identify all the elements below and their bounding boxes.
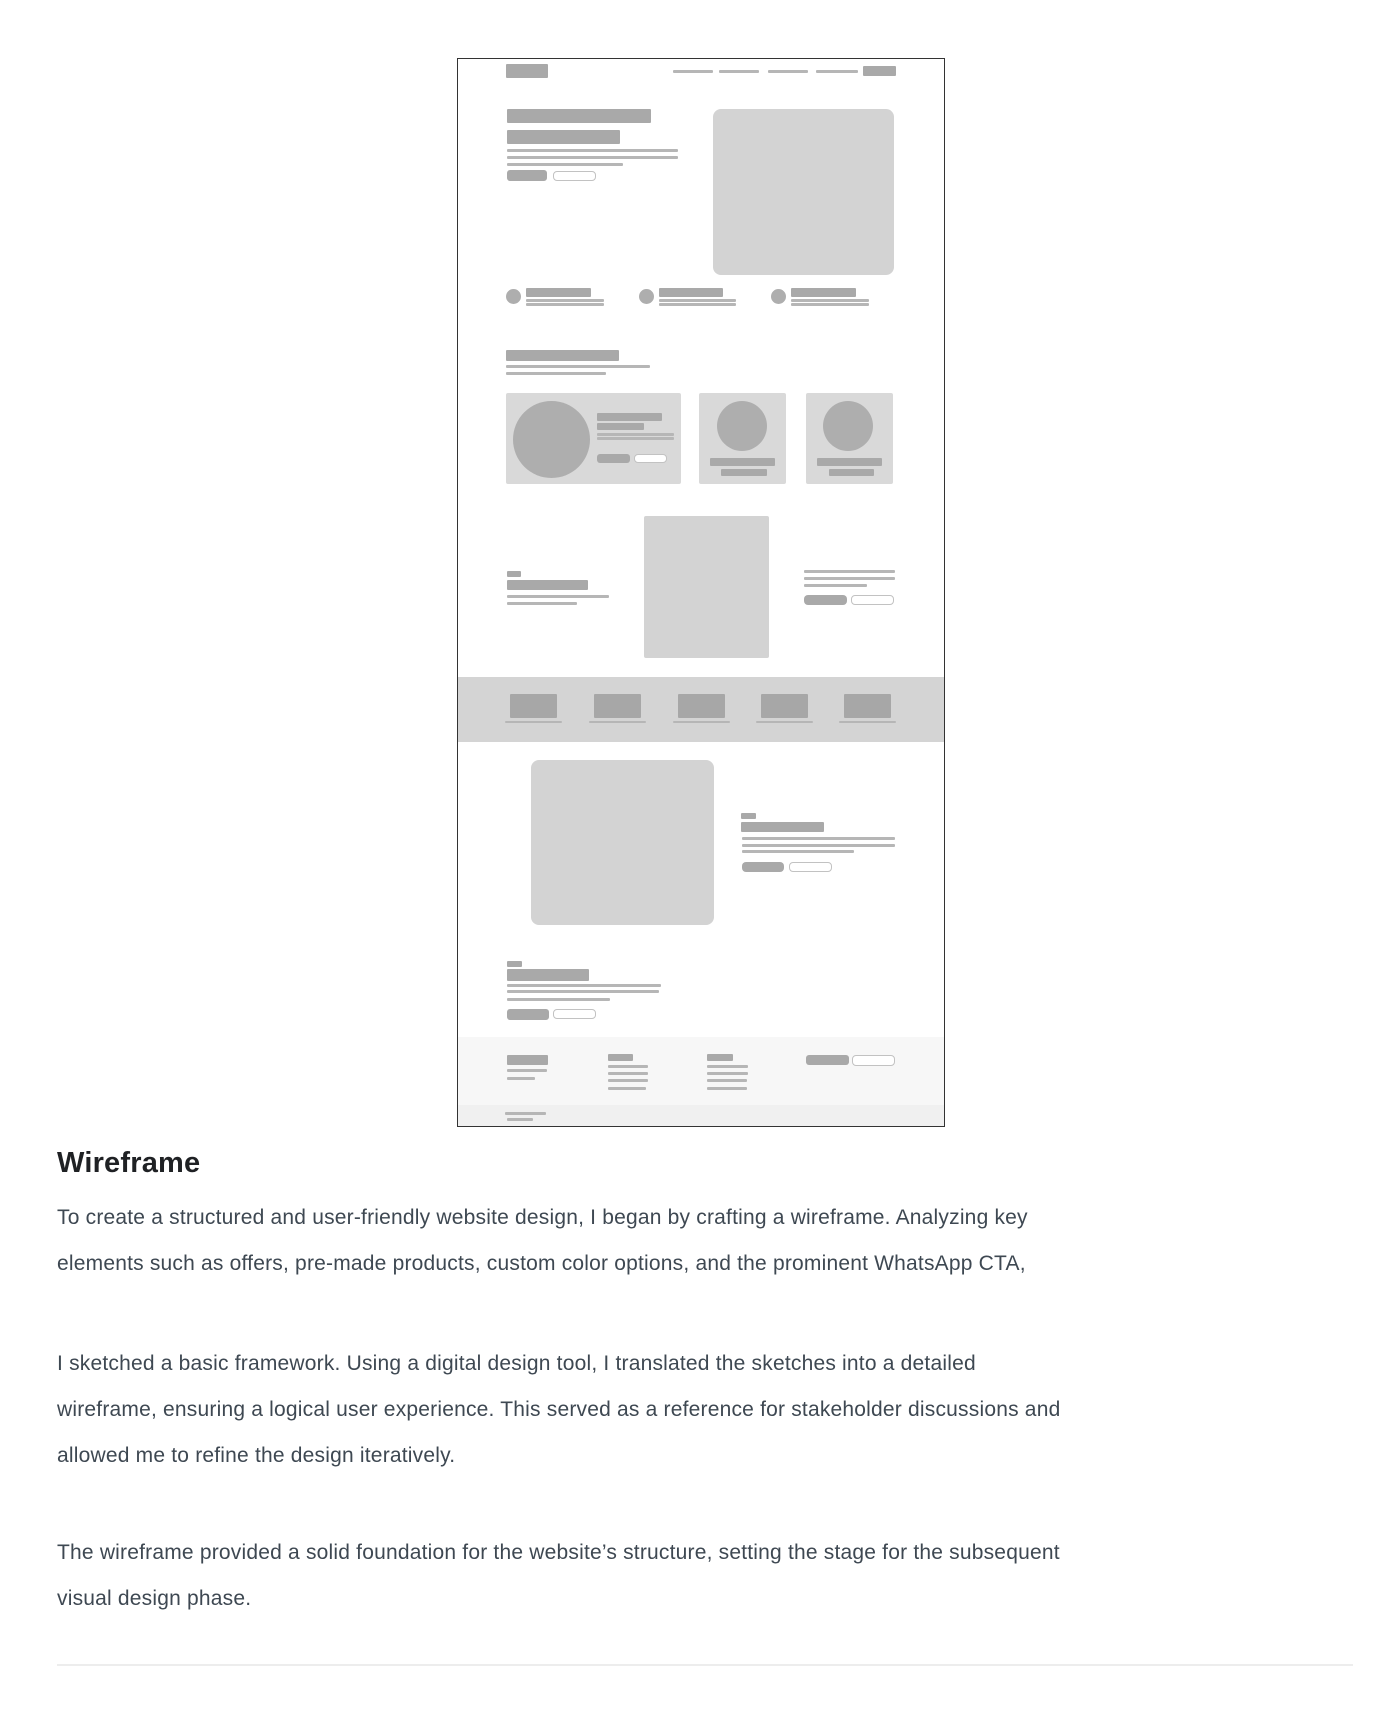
wf-product-card-small-2 bbox=[806, 393, 893, 484]
wf-card-image-circle bbox=[717, 401, 767, 451]
wf-copyright-line bbox=[505, 1112, 546, 1115]
wf-footer-link-line bbox=[608, 1065, 648, 1068]
paragraph-1 bbox=[57, 1195, 1367, 1287]
wf-feature2-text-line-1 bbox=[742, 837, 895, 840]
wf-feature-primary-button bbox=[804, 595, 847, 605]
paragraph-line: allowed me to refine the design iteratively. bbox=[57, 1444, 456, 1467]
wf-bullet-title-bar-1 bbox=[526, 288, 591, 297]
wf-card-image-circle bbox=[823, 401, 873, 451]
wf-card-title-bar bbox=[817, 458, 882, 466]
wf-feature2-secondary-button bbox=[789, 862, 832, 872]
wf-product-card-large bbox=[506, 393, 681, 484]
wf-logo-caption-line bbox=[505, 721, 562, 723]
wf-cta-text-line-1 bbox=[507, 984, 661, 987]
wf-copyright-line bbox=[507, 1118, 533, 1121]
section-title: Wireframe bbox=[57, 1147, 201, 1179]
wf-footer-text-line bbox=[507, 1069, 547, 1072]
paragraph-line: I sketched a basic framework. Using a digital design tool, I translated the sketches into a detailed bbox=[57, 1352, 976, 1375]
wf-logo-caption-line bbox=[756, 721, 813, 723]
wf-feature-image-placeholder bbox=[644, 516, 769, 658]
wf-logo-placeholder bbox=[506, 64, 548, 78]
wf-footer-link-line bbox=[707, 1072, 748, 1075]
wf-card-subtitle-bar bbox=[597, 423, 644, 430]
paragraph-line: visual design phase. bbox=[57, 1587, 252, 1610]
wf-hero-image-placeholder bbox=[713, 109, 894, 275]
wf-footer-link-line bbox=[608, 1087, 646, 1090]
wf-hero-heading-bar-2 bbox=[507, 130, 620, 144]
wf-card-title-bar bbox=[597, 413, 662, 421]
wf-bullet-text-line bbox=[659, 303, 736, 306]
wf-nav-link-4 bbox=[816, 70, 858, 73]
paragraph-3 bbox=[57, 1530, 1367, 1622]
wf-footer-primary-button bbox=[806, 1055, 849, 1065]
wf-bullet-text-line bbox=[526, 303, 604, 306]
wf-card-text-line bbox=[597, 437, 674, 440]
wf-nav-link-3 bbox=[768, 70, 808, 73]
wf-card-primary-button bbox=[597, 454, 630, 463]
wf-logo-caption-line bbox=[839, 721, 896, 723]
wf-bullet-circle-icon-3 bbox=[771, 289, 786, 304]
wf-footer-logo-block bbox=[507, 1055, 548, 1065]
wf-nav-link-1 bbox=[673, 70, 713, 73]
wf-footer-column-heading bbox=[707, 1054, 733, 1061]
wf-section-heading-bar bbox=[506, 350, 619, 361]
wf-footer-link-line bbox=[608, 1079, 648, 1082]
wf-logo-caption-line bbox=[673, 721, 730, 723]
wf-feature-text-line bbox=[507, 595, 609, 598]
wf-cta-text-line-3 bbox=[507, 998, 610, 1001]
wf-footer bbox=[458, 1037, 944, 1105]
wf-feature2-text-line-3 bbox=[742, 850, 854, 853]
wf-section-subtext-line-1 bbox=[506, 365, 650, 368]
wf-brand-logo-block-4 bbox=[761, 694, 808, 718]
wf-card-image-circle bbox=[513, 401, 590, 478]
wf-feature-text-line bbox=[507, 602, 577, 605]
wf-feature-secondary-button bbox=[851, 595, 894, 605]
paragraph-line: elements such as offers, pre-made products, custom color options, and the prominent WhatsApp CTA, bbox=[57, 1252, 1026, 1275]
wf-feature2-title-bar bbox=[741, 822, 824, 832]
wf-brand-logo-block-1 bbox=[510, 694, 557, 718]
wf-cta-text-line-2 bbox=[507, 990, 659, 993]
wf-cta-primary-button bbox=[507, 1009, 549, 1020]
paragraph-2 bbox=[57, 1341, 1367, 1479]
paragraph-line: The wireframe provided a solid foundation for the website’s structure, setting the stage for the subsequent bbox=[57, 1541, 1060, 1564]
wf-feature-eyebrow-bar bbox=[507, 571, 521, 577]
wf-feature-right-line-2 bbox=[804, 577, 895, 580]
wf-cta-title-bar bbox=[507, 969, 589, 981]
wf-bullet-title-bar-2 bbox=[659, 288, 723, 297]
wf-feature2-eyebrow-bar bbox=[741, 813, 756, 819]
wf-bullet-circle-icon-2 bbox=[639, 289, 654, 304]
wf-feature2-primary-button bbox=[742, 862, 784, 872]
wf-footer-link-line bbox=[707, 1065, 748, 1068]
wf-footer-column-heading bbox=[608, 1054, 633, 1061]
wf-hero-text-line-3 bbox=[507, 163, 623, 166]
wf-footer-text-line bbox=[507, 1077, 535, 1080]
wf-card-title-bar bbox=[710, 458, 775, 466]
wf-feature-right-line-1 bbox=[804, 570, 895, 573]
wf-hero-text-line-2 bbox=[507, 156, 678, 159]
wf-card-subtitle-bar bbox=[721, 469, 767, 476]
wf-card-subtitle-bar bbox=[829, 469, 874, 476]
wf-logo-band bbox=[458, 677, 944, 742]
wf-subfooter bbox=[458, 1105, 944, 1126]
wf-bullet-text-line bbox=[659, 299, 736, 302]
wf-hero-secondary-button bbox=[553, 171, 596, 181]
wf-bullet-text-line bbox=[791, 299, 869, 302]
wf-feature2-image-placeholder bbox=[531, 760, 714, 925]
paragraph-line: wireframe, ensuring a logical user experience. This served as a reference for stakeholder discussions and bbox=[57, 1398, 1061, 1421]
wf-feature-title-bar bbox=[507, 580, 588, 590]
wf-bullet-circle-icon-1 bbox=[506, 289, 521, 304]
wf-logo-caption-line bbox=[589, 721, 646, 723]
wf-card-text-line bbox=[597, 433, 674, 436]
wf-hero-heading-bar-1 bbox=[507, 109, 651, 123]
wf-card-secondary-button bbox=[634, 454, 667, 463]
wf-bullet-title-bar-3 bbox=[791, 288, 856, 297]
wf-feature2-text-line-2 bbox=[742, 844, 895, 847]
wireframe-figure bbox=[457, 58, 945, 1127]
wf-hero-primary-button bbox=[507, 170, 547, 181]
wf-bullet-text-line bbox=[526, 299, 604, 302]
wf-brand-logo-block-5 bbox=[844, 694, 891, 718]
paragraph-line: To create a structured and user-friendly website design, I began by crafting a wireframe. Analyzing key bbox=[57, 1206, 1028, 1229]
wf-section-subtext-line-2 bbox=[506, 372, 606, 375]
wf-nav-cta-button bbox=[863, 66, 896, 76]
wf-product-card-small-1 bbox=[699, 393, 786, 484]
wf-hero-text-line-1 bbox=[507, 149, 678, 152]
wf-footer-link-line bbox=[608, 1072, 648, 1075]
wf-bullet-text-line bbox=[791, 303, 869, 306]
wf-footer-link-line bbox=[707, 1087, 747, 1090]
section-divider bbox=[57, 1664, 1353, 1666]
wf-cta-eyebrow-bar bbox=[507, 961, 522, 967]
wf-feature-right-line-3 bbox=[804, 584, 867, 587]
wf-cta-secondary-button bbox=[553, 1009, 596, 1019]
wf-footer-secondary-button bbox=[852, 1055, 895, 1066]
wf-nav-link-2 bbox=[719, 70, 759, 73]
wf-brand-logo-block-2 bbox=[594, 694, 641, 718]
wf-footer-link-line bbox=[707, 1079, 747, 1082]
wf-brand-logo-block-3 bbox=[678, 694, 725, 718]
